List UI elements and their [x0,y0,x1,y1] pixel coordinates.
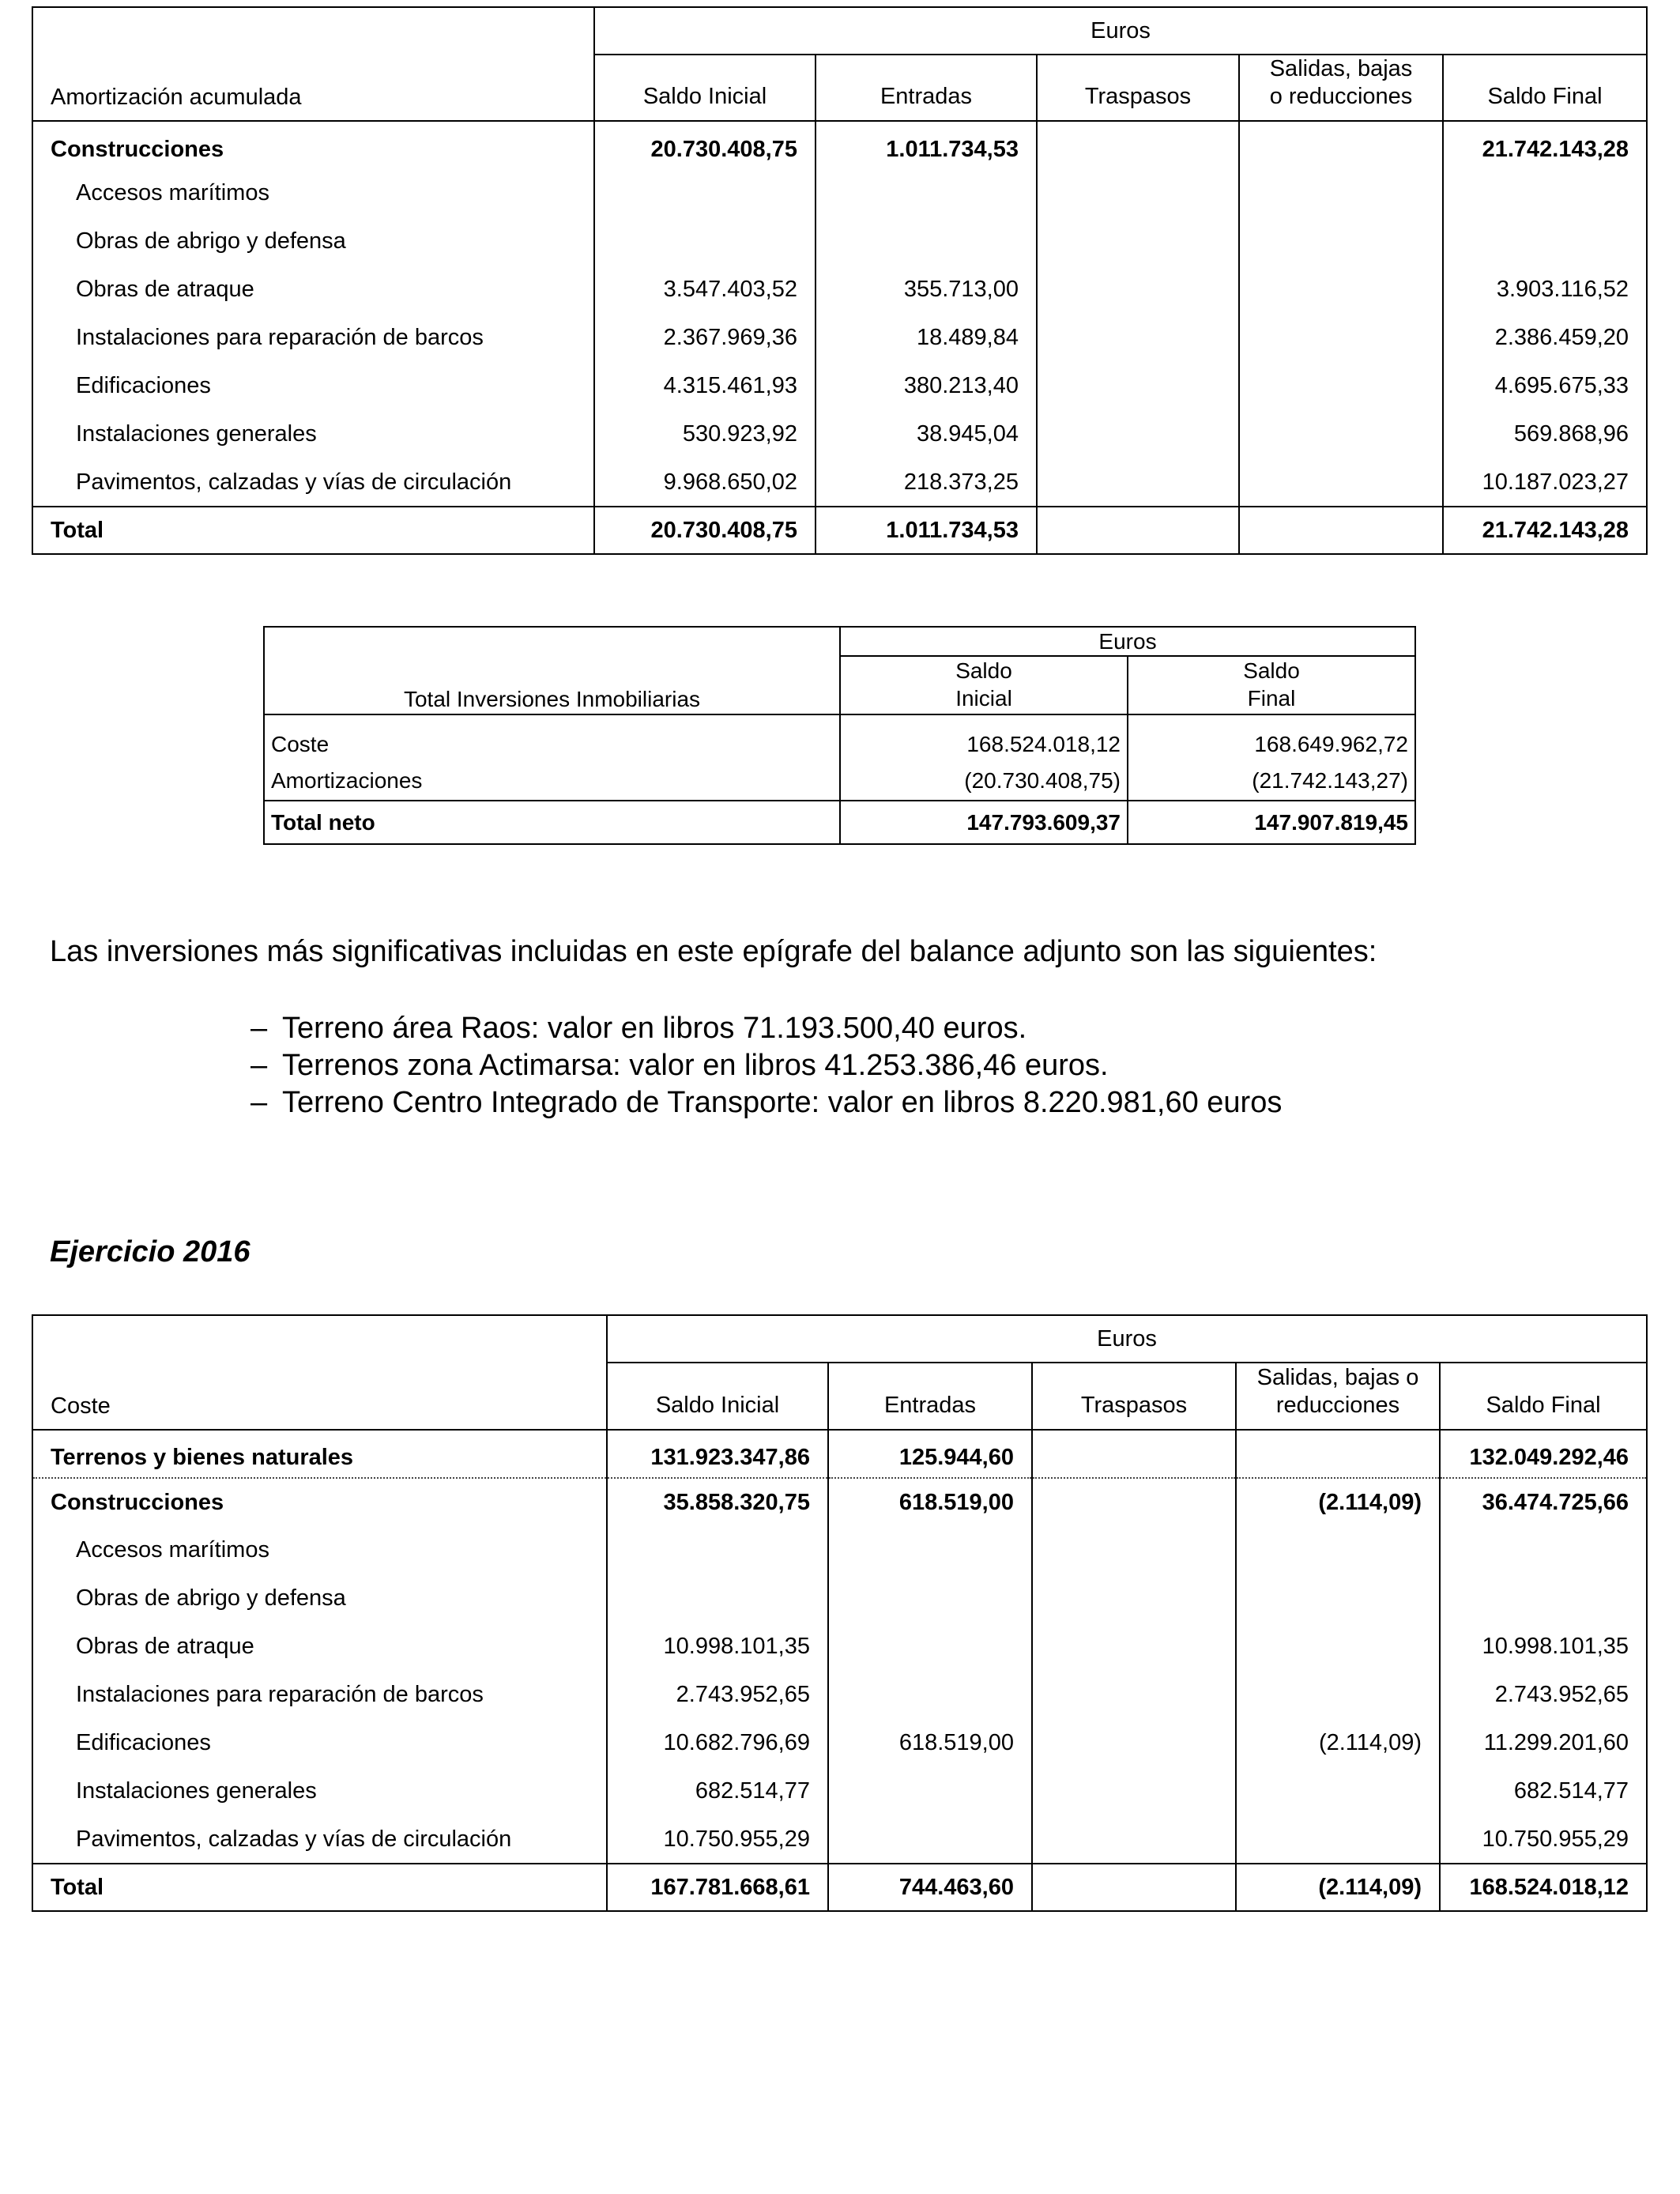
row-entradas [828,1767,1032,1815]
table-row [32,169,1647,217]
row-label: Instalaciones para reparación de barcos [76,1682,484,1707]
row-saldo-final [1443,217,1647,266]
euros-label: Euros [840,627,1415,656]
row-saldo-final: 4.695.675,33 [1443,362,1647,410]
row-saldo-inicial [607,1574,828,1623]
row-salidas [1236,1623,1440,1671]
total-inversiones-header: Total Inversiones Inmobiliarias [403,687,701,711]
row-saldo-final: 2.386.459,20 [1443,314,1647,362]
row-final: 168.649.962,72 [1128,714,1415,762]
total-entradas: 744.463,60 [828,1864,1032,1911]
row-saldo-final [1440,1574,1647,1623]
total-salidas [1239,507,1443,554]
table-row [32,458,1647,507]
row-label: Pavimentos, calzadas y vías de circulación [76,1826,512,1852]
row-entradas: 618.519,00 [828,1719,1032,1767]
row-salidas [1239,266,1443,314]
list-item-text: Terrenos zona Actimarsa: valor en libros 41.253.386,46 euros. [282,1049,1109,1082]
row-saldo-inicial: 10.750.955,29 [607,1815,828,1864]
row-entradas: 125.944,60 [828,1430,1032,1478]
col-saldo-inicial: Saldo Inicial [594,55,816,121]
col-saldo-final: Saldo Final [1128,656,1415,714]
row-final: (21.742.143,27) [1128,762,1415,801]
row-salidas [1239,314,1443,362]
row-saldo-inicial: 131.923.347,86 [607,1430,828,1478]
row-saldo-final: 21.742.143,28 [1443,121,1647,169]
table-row [32,266,1647,314]
row-traspasos [1037,121,1239,169]
table-row [32,410,1647,458]
row-salidas: (2.114,09) [1236,1719,1440,1767]
dash-bullet: – [250,1086,268,1119]
row-salidas [1236,1574,1440,1623]
total-salidas: (2.114,09) [1236,1864,1440,1911]
total-saldo-final: 168.524.018,12 [1440,1864,1647,1911]
table-row [32,314,1647,362]
row-salidas [1239,410,1443,458]
list-item [250,1010,1282,1047]
row-traspasos [1037,217,1239,266]
row-saldo-final: 569.868,96 [1443,410,1647,458]
row-label: Construcciones [51,136,224,162]
row-saldo-final: 36.474.725,66 [1440,1478,1647,1526]
amortizacion-body [32,121,1647,507]
row-saldo-inicial: 35.858.320,75 [607,1478,828,1526]
row-traspasos [1032,1767,1236,1815]
row-traspasos [1032,1526,1236,1574]
col-salidas: Salidas, bajas o reducciones [1236,1363,1440,1430]
row-label: Obras de abrigo y defensa [76,1585,346,1611]
col-entradas: Entradas [816,55,1037,121]
row-label: Obras de atraque [76,1634,254,1659]
col-saldo-inicial: Saldo Inicial [840,656,1128,714]
col-traspasos: Traspasos [1037,55,1239,121]
row-saldo-inicial: 4.315.461,93 [594,362,816,410]
row-traspasos [1032,1671,1236,1719]
row-salidas [1239,121,1443,169]
total-final: 147.907.819,45 [1128,801,1415,844]
row-saldo-inicial: 2.367.969,36 [594,314,816,362]
row-traspasos [1032,1478,1236,1526]
total-saldo-inicial: 20.730.408,75 [594,507,816,554]
row-traspasos [1032,1574,1236,1623]
row-saldo-inicial: 9.968.650,02 [594,458,816,507]
total-label: Total [32,1864,607,1911]
row-traspasos [1037,410,1239,458]
row-saldo-final [1443,169,1647,217]
row-label: Instalaciones generales [76,421,317,447]
row-entradas: 218.373,25 [816,458,1037,507]
col-saldo-final: Saldo Final [1443,55,1647,121]
row-saldo-inicial: 10.682.796,69 [607,1719,828,1767]
row-saldo-inicial [607,1526,828,1574]
col-saldo-inicial: Saldo Inicial [607,1363,828,1430]
amortizacion-table [32,6,1648,555]
row-label: Obras de abrigo y defensa [76,228,346,254]
row-saldo-final: 2.743.952,65 [1440,1671,1647,1719]
table-row [32,1623,1647,1671]
list-item [250,1047,1282,1084]
row-salidas [1239,169,1443,217]
row-entradas: 355.713,00 [816,266,1037,314]
row-label: Obras de atraque [76,277,254,302]
row-saldo-final: 682.514,77 [1440,1767,1647,1815]
table-row [32,1719,1647,1767]
row-entradas: 18.489,84 [816,314,1037,362]
total-saldo-inicial: 167.781.668,61 [607,1864,828,1911]
row-traspasos [1032,1430,1236,1478]
row-traspasos [1037,266,1239,314]
amortizacion-row-header: Amortización acumulada [51,85,302,110]
row-saldo-final: 3.903.116,52 [1443,266,1647,314]
row-inicial: (20.730.408,75) [840,762,1128,801]
row-saldo-inicial [594,169,816,217]
total-label: Total neto [264,801,840,844]
row-saldo-final: 11.299.201,60 [1440,1719,1647,1767]
row-salidas [1236,1815,1440,1864]
row-saldo-final: 10.750.955,29 [1440,1815,1647,1864]
row-label: Instalaciones para reparación de barcos [76,325,484,350]
row-entradas: 1.011.734,53 [816,121,1037,169]
section-title: Ejercicio 2016 [50,1235,250,1269]
row-salidas [1239,217,1443,266]
row-entradas [828,1574,1032,1623]
total-entradas: 1.011.734,53 [816,507,1037,554]
total-neto-row [264,801,1415,844]
table-row [264,714,1415,762]
row-traspasos [1037,169,1239,217]
table-row [32,1526,1647,1574]
row-label: Edificaciones [76,373,211,398]
row-inicial: 168.524.018,12 [840,714,1128,762]
total-inversiones-table [263,626,1416,845]
row-saldo-inicial: 10.998.101,35 [607,1623,828,1671]
col-entradas: Entradas [828,1363,1032,1430]
coste-table [32,1314,1648,1912]
row-entradas [816,217,1037,266]
row-salidas [1236,1430,1440,1478]
row-salidas [1239,458,1443,507]
table-row [32,1767,1647,1815]
row-saldo-inicial: 682.514,77 [607,1767,828,1815]
total-traspasos [1032,1864,1236,1911]
row-saldo-final: 132.049.292,46 [1440,1430,1647,1478]
euros-label: Euros [594,7,1647,55]
row-salidas [1236,1767,1440,1815]
coste-total-row [32,1864,1647,1911]
row-label: Instalaciones generales [76,1778,317,1804]
row-salidas [1236,1526,1440,1574]
table-row [32,1478,1647,1526]
coste-body [32,1478,1647,1864]
row-saldo-final: 10.187.023,27 [1443,458,1647,507]
col-saldo-final: Saldo Final [1440,1363,1647,1430]
table-row [32,217,1647,266]
row-label: Accesos marítimos [76,180,269,205]
total-inicial: 147.793.609,37 [840,801,1128,844]
investments-list [250,1010,1282,1122]
row-entradas: 38.945,04 [816,410,1037,458]
row-traspasos [1037,314,1239,362]
table-row [32,1574,1647,1623]
row-entradas [828,1623,1032,1671]
row-traspasos [1032,1623,1236,1671]
intro-paragraph: Las inversiones más significativas incluidas en este epígrafe del balance adjunto son las siguientes: [50,935,1377,968]
row-label: Accesos marítimos [76,1537,269,1563]
row-saldo-final [1440,1526,1647,1574]
row-saldo-inicial: 2.743.952,65 [607,1671,828,1719]
total-traspasos [1037,507,1239,554]
coste-row-header: Coste [51,1393,111,1419]
row-traspasos [1037,458,1239,507]
euros-label: Euros [607,1315,1647,1363]
row-saldo-inicial: 20.730.408,75 [594,121,816,169]
row-saldo-final: 10.998.101,35 [1440,1623,1647,1671]
total-label: Total [32,507,594,554]
row-label: Edificaciones [76,1730,211,1755]
terrenos-row [32,1430,1647,1478]
table-row [32,362,1647,410]
row-label: Coste [271,731,330,756]
total-saldo-final: 21.742.143,28 [1443,507,1647,554]
row-label: Pavimentos, calzadas y vías de circulación [76,469,512,495]
row-salidas: (2.114,09) [1236,1478,1440,1526]
list-item-text: Terreno área Raos: valor en libros 71.193.500,40 euros. [282,1012,1027,1045]
table-row [32,1815,1647,1864]
amortizacion-total-row [32,507,1647,554]
row-label: Amortizaciones [271,768,423,793]
row-label: Construcciones [51,1489,224,1515]
row-traspasos [1032,1719,1236,1767]
row-traspasos [1032,1815,1236,1864]
dash-bullet: – [250,1012,268,1045]
table-row [264,762,1415,801]
row-entradas [828,1815,1032,1864]
row-entradas [828,1526,1032,1574]
table-row [32,1671,1647,1719]
row-saldo-inicial: 3.547.403,52 [594,266,816,314]
row-label: Terrenos y bienes naturales [32,1430,607,1478]
list-item-text: Terreno Centro Integrado de Transporte: valor en libros 8.220.981,60 euros [282,1086,1283,1119]
row-entradas [816,169,1037,217]
row-entradas: 380.213,40 [816,362,1037,410]
col-salidas: Salidas, bajas o reducciones [1239,55,1443,121]
row-saldo-inicial: 530.923,92 [594,410,816,458]
row-entradas [828,1671,1032,1719]
table-row [32,121,1647,169]
row-traspasos [1037,362,1239,410]
col-traspasos: Traspasos [1032,1363,1236,1430]
list-item [250,1084,1282,1122]
dash-bullet: – [250,1049,268,1082]
row-salidas [1239,362,1443,410]
row-entradas: 618.519,00 [828,1478,1032,1526]
row-saldo-inicial [594,217,816,266]
row-salidas [1236,1671,1440,1719]
